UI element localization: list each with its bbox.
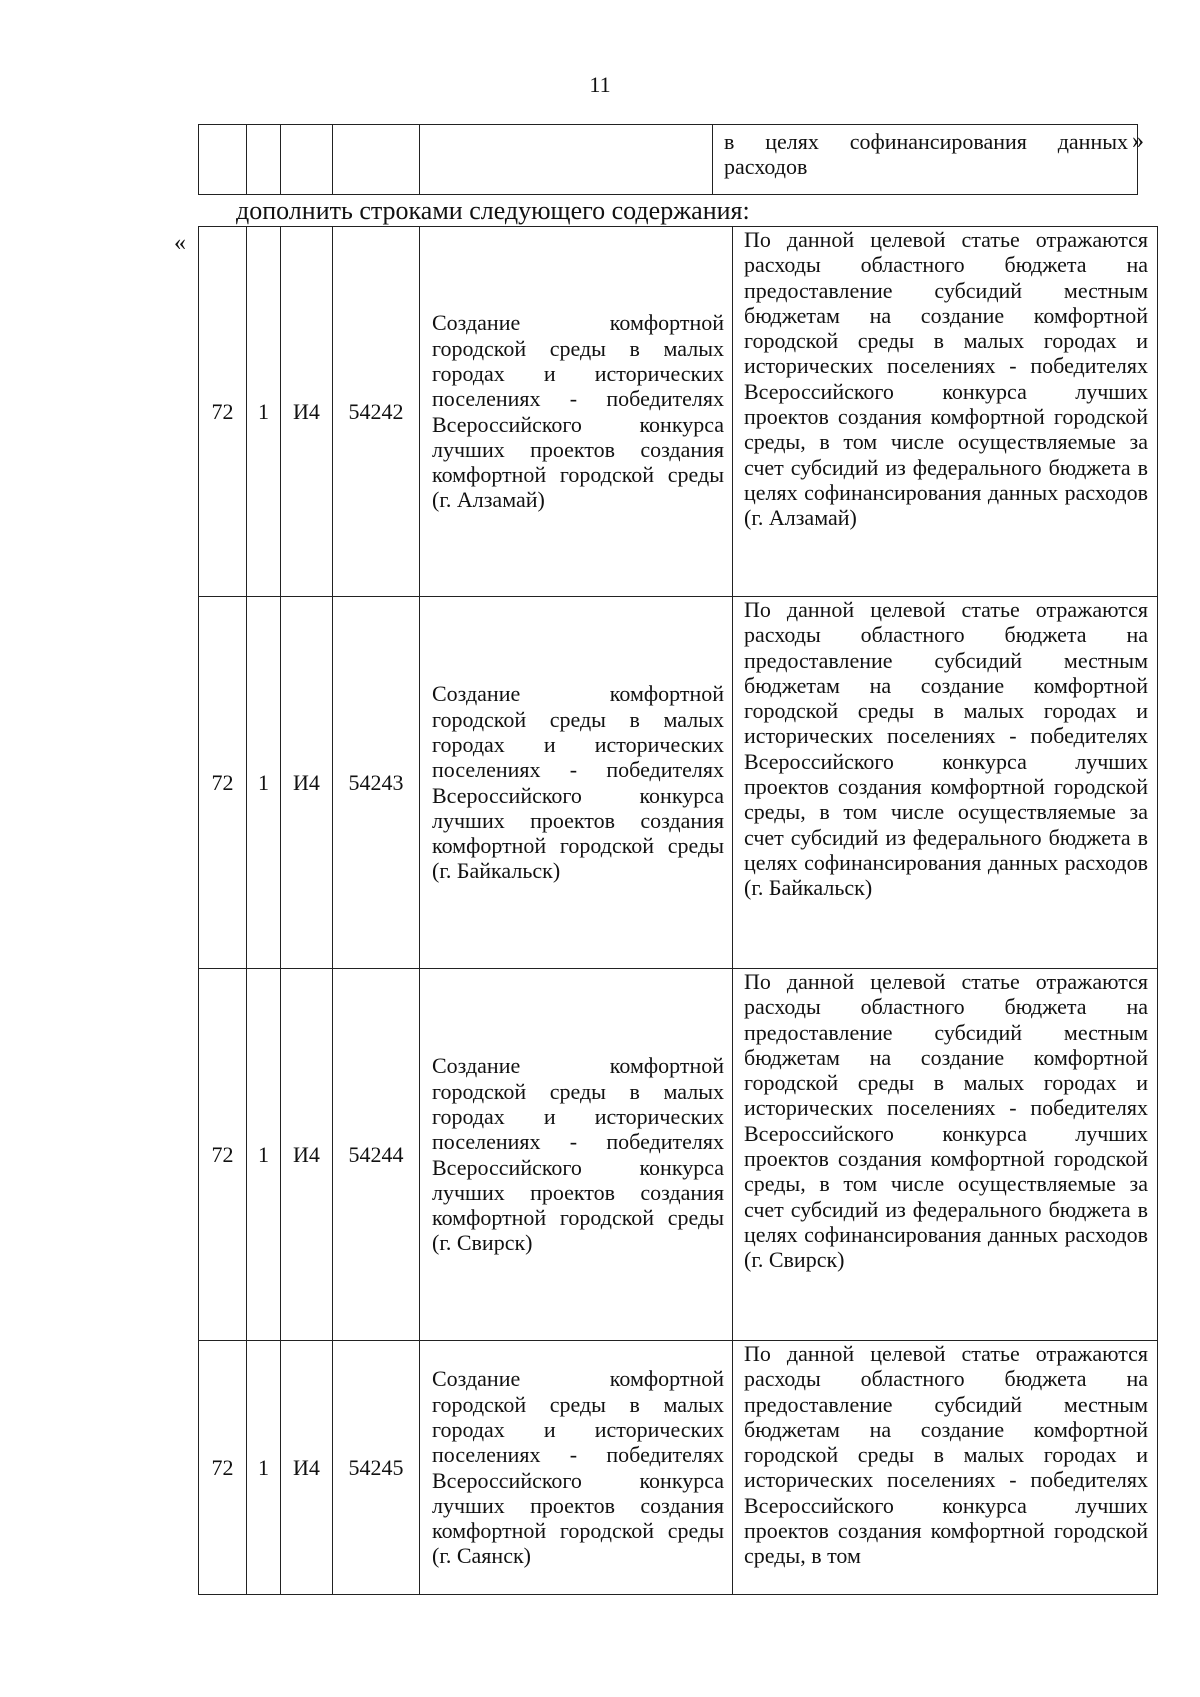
budget-table — [198, 226, 1158, 1595]
table-row — [199, 125, 1138, 195]
cell-empty — [247, 125, 281, 195]
code-part-2: 1 — [247, 969, 281, 1341]
description-cell: в целях софинансирования данных расходов — [713, 125, 1138, 195]
description-cell: По данной целевой статье отражаются расходы областного бюджета на предоставление субсидий местным бюджетам на создание комфортной городской среды в малых городах и исторических поселениях - победителях Всероссийского конкурса лучших проектов создания комфортной городской среды, в том числе осуществляемые за счет субсидий из федерального бюджета в целях софинансирования данных расходов (г. Алзамай) — [733, 227, 1158, 597]
description-cell: По данной целевой статье отражаются расходы областного бюджета на предоставление субсидий местным бюджетам на создание комфортной городской среды в малых городах и исторических поселениях - победителях Всероссийского конкурса лучших проектов создания комфортной городской среды, в том числе осуществляемые за счет субсидий из федерального бюджета в целях софинансирования данных расходов (г. Свирск) — [733, 969, 1158, 1341]
cell-empty — [333, 125, 420, 195]
code-part-2: 1 — [247, 597, 281, 969]
table-row — [199, 969, 1158, 1341]
code-part-1: 72 — [199, 1341, 247, 1595]
table-row — [199, 597, 1158, 969]
name-cell: Создание комфортной городской среды в малых городах и исторических поселениях - победителях Всероссийского конкурса лучших проектов создания комфортной городской среды (г. Байкальск) — [420, 597, 733, 969]
code-part-3: И4 — [281, 597, 333, 969]
code-part-1: 72 — [199, 969, 247, 1341]
code-part-4: 54243 — [333, 597, 420, 969]
name-cell: Создание комфортной городской среды в малых городах и исторических поселениях - победителях Всероссийского конкурса лучших проектов создания комфортной городской среды (г. Саянск) — [420, 1341, 733, 1595]
code-part-4: 54245 — [333, 1341, 420, 1595]
code-part-2: 1 — [247, 227, 281, 597]
closing-quote: » — [1132, 128, 1144, 154]
cell-empty — [199, 125, 247, 195]
description-cell: По данной целевой статье отражаются расходы областного бюджета на предоставление субсидий местным бюджетам на создание комфортной городской среды в малых городах и исторических поселениях - победителях Всероссийского конкурса лучших проектов создания комфортной городской среды, в том — [733, 1341, 1158, 1595]
code-part-1: 72 — [199, 227, 247, 597]
code-part-2: 1 — [247, 1341, 281, 1595]
code-part-3: И4 — [281, 969, 333, 1341]
name-cell: Создание комфортной городской среды в малых городах и исторических поселениях - победителях Всероссийского конкурса лучших проектов создания комфортной городской среды (г. Свирск) — [420, 969, 733, 1341]
amendment-text: дополнить строками следующего содержания: — [236, 196, 750, 225]
code-part-4: 54244 — [333, 969, 420, 1341]
description-cell: По данной целевой статье отражаются расходы областного бюджета на предоставление субсидий местным бюджетам на создание комфортной городской среды в малых городах и исторических поселениях - победителях Всероссийского конкурса лучших проектов создания комфортной городской среды, в том числе осуществляемые за счет субсидий из федерального бюджета в целях софинансирования данных расходов (г. Байкальск) — [733, 597, 1158, 969]
code-part-3: И4 — [281, 227, 333, 597]
code-part-3: И4 — [281, 1341, 333, 1595]
table-row — [199, 1341, 1158, 1595]
continuation-table — [198, 124, 1138, 195]
code-part-4: 54242 — [333, 227, 420, 597]
code-part-1: 72 — [199, 597, 247, 969]
cell-empty — [420, 125, 713, 195]
name-cell: Создание комфортной городской среды в малых городах и исторических поселениях - победителях Всероссийского конкурса лучших проектов создания комфортной городской среды (г. Алзамай) — [420, 227, 733, 597]
page-number: 11 — [589, 72, 611, 97]
opening-quote: « — [174, 230, 186, 256]
cell-empty — [281, 125, 333, 195]
table-row — [199, 227, 1158, 597]
